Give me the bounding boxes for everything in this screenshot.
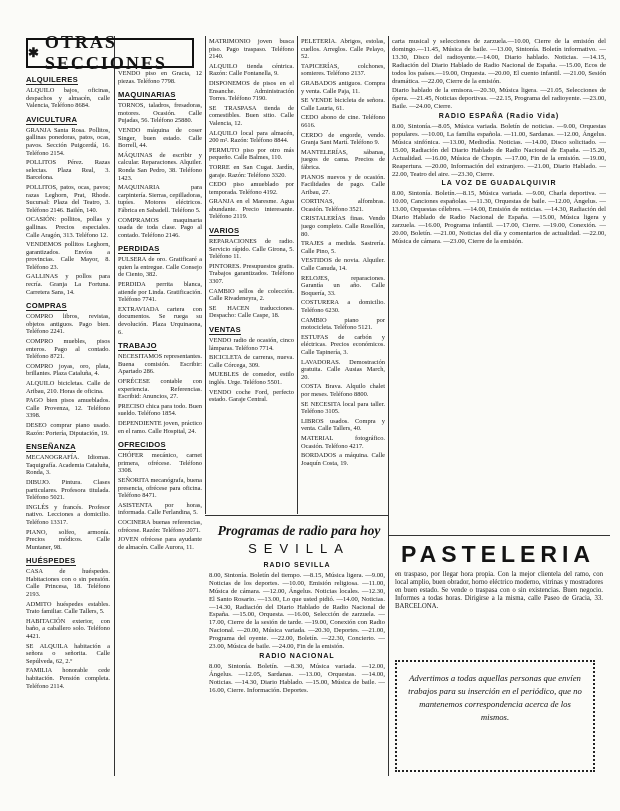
classified-ad: POLLITOS, patos, ocas, pavos; razas Leghorn, Prat, Rhode. Sucursal: Plaza del Teatro, 3. Teléfono 2146. Bailén, 140. [26,183,110,214]
classified-ad: TRAJES a medida. Sastrería. Calle Pino, 5. [301,240,385,255]
classified-ad: TORRE en San Cugat. Jardín, garaje. Razón: Teléfono 3320. [209,163,294,179]
radio-paragraph: 8.00, Sintonía.—8.05, Música variada. Boletín de noticias. —9.00, Orquestas populares. —10.00, La familia española. —11.00, Sardanas. —12.00, Ángelus. Música sinfónica. —13.00, Mediodía. Noticias. —14.00, Disco solicitado. —15.00, Radiación del Diario Hablado de Radio Nacional de España. —15.20, Actualidad. —16.00, Música de Chopin. —17.00, Fin de la emisión. —19.00, Reapertura. —20.00, Información del extranjero. —21.00, Diario Hablado. —22.00, Teatro del aire. —23.30, Cierre. [392,123,606,178]
radio-paragraph: carta musical y selecciones de zarzuela.—10.00, Cierre de la emisión del domingo.—11.45, Música de baile. —13.00, Sintonía. Boletín informativo. —13.30, Disco del radioyente.—14.00, Diario hablado. Noticias. —14.15, Radiación del Diario Hablado de Radio Nacional de España. —15.00, Ecos de todos los países.—19.00, Orquesta. —20.00, El cuento infantil. —21.00, Sesión dramática. —22.00, Cierre de la emisión. [392,38,606,85]
pasteleria-title: PASTELERIA [401,541,595,567]
station-heading: LA VOZ DE GUADALQUIVIR [441,180,557,188]
classified-ad: LAVADORAS. Demostración gratuita. Calle Ausias March, 20. [301,358,385,381]
classified-ad: VENDO coche Ford, perfecto estado. Garaje Central. [209,388,294,404]
pasteleria-paragraph: en traspaso, por llegar hora propia. Con la mejor clientela del ramo, con local amplio, buen obrador, horno eléctrico moderno, vitrinas y mostradores en buen estado. Se vende o traspasa con o sin existencias. Buen negocio. Informes a todas horas. Dirigirse a la misma, calle Paseo de Gracia, 33. BARCELONA. [395,571,603,610]
classified-ad: VENDEMOS pollitos Leghorn, garantizados. Envíos a provincias. Calle Mayor, 8. Teléfono 23. [26,241,110,271]
classified-ad: MATERIAL fotográfico. Ocasión. Teléfono 4217. [301,434,385,450]
classified-ad: MAQUINARIA para carpintería. Sierras, cepilladoras, tupíes. Motores eléctricos. Fábrica en Sabadell. Teléfono 5. [118,184,202,214]
column-rule [297,36,298,514]
classified-ad: REPARACIONES de radio. Servicio rápido. Calle Girona, 5. Teléfono 11. [209,238,294,261]
classified-ad: SE ALQUILA habitación a señora o señorita. Calle Sepúlveda, 62, 2.º [26,642,110,665]
section-heading: AVICULTURA [26,114,78,124]
classified-ad: INGLÉS y francés. Profesor nativo. Lecciones a domicilio. Teléfono 13317. [26,503,110,526]
classified-ad: COMPRO libros, revistas, objetos antiguos. Pago bien. Teléfono 2241. [26,313,110,336]
classified-ad: GRANJA Santa Rosa. Pollitos, gallinas ponedoras, patos, ocas, pavos. Sección Puigcerdá, 16. Teléfono 2154. [26,126,110,157]
section-heading: PERDIDAS [118,244,160,254]
classified-ad: VENDO máquina de coser Singer, buen estado. Calle Borrell, 44. [118,126,202,150]
section-heading: VARIOS [209,226,240,236]
section-heading: ENSEÑANZA [26,442,76,452]
classified-ad: ASISTENTA por horas, informada. Calle Ferlandina, 5. [118,501,202,517]
classified-ad: ALQUILO local para almacén, 200 m². Razón: Teléfono 8844. [209,129,294,145]
classified-ad: OCASIÓN: pollitos, pollas y gallinas. Precios especiales. Calle Aragón, 313. Teléfono 12. [26,216,110,239]
column-rule [114,36,115,776]
section-heading: HUÉSPEDES [26,556,76,566]
classified-ad: COSTURERA a domicilio. Teléfono 6230. [301,299,385,314]
programs-title: Programas de radio para hoy [217,523,381,538]
classified-ad: JOVEN ofrécese para ayudante de almacén. Calle Aurora, 11. [118,536,202,551]
classified-ad: NECESITAMOS representantes. Buena comisión. Escribir: Apartado 286. [118,353,202,376]
classified-ad: PERDIDA perrita blanca, atiende por Linda. Gratificación. Teléfono 7741. [118,281,202,304]
classified-ad: SEÑORITA mecanógrafa, buena presencia, ofrécese para oficina. Teléfono 8471. [118,476,202,500]
classified-ad: DESEO comprar piano usado. Razón: Portería, Diputación, 19. [26,421,110,437]
classified-ad: CRISTALERÍAS finas. Vendo juego completo. Calle Rosellón, 80. [301,215,385,238]
classified-ad: ALQUILO bajos, oficinas, despachos y almacén, calle Valencia, Teléfono 8684. [26,87,110,110]
classified-ad: VENDO piso en Gracia, 12 piezas. Teléfono 7798. [118,70,202,85]
classified-ad: MATRIMONIO joven busca piso. Pago traspaso. Teléfono 2140. [209,38,294,61]
radio-paragraph: 8.00, Sintonía. Boletín.—8.15, Música variada. —9.00, Charla deportiva. —10.00, Canciones españolas. —11.30, Orquestas de baile. —12.00, Ángelus. —13.00, Orquestas célebres. —14.00, Emisión de noticias. —14.30, Radiación del Diario Hablado de Radio Nacional de España. —15.00, Música ligera y zarzuela. —16.00, Programa infantil. —17.00, Cierre. —19.00, Conexión. —20.00, Boletín. —21.00, Noticias del día y comentarios de actualidad. —22.00, Música de cámara. —23.00, Cierre de la emisión. [392,190,606,245]
star-icon: ✱ [28,45,41,60]
classified-ad: SE NECESITA local para taller. Teléfono 3105. [301,400,385,416]
classifieds-column-4 [301,38,385,512]
classified-ad: ADMITO huéspedes estables. Trato familiar. Calle Tallers, 5. [26,600,110,616]
notice-box [395,660,595,772]
notice-text: Advertimos a todas aquellas personas que envíen trabajos para su inserción en el periódico, que no mantenemos correspondencia acerca de los mismos. [408,673,582,722]
classified-ad: SE TRASPASA tienda de comestibles. Buen sitio. Calle Valencia, 12. [209,104,294,127]
classified-ad: VESTIDOS de novia. Alquiler. Calle Canuda, 14. [301,257,385,273]
classified-ad: BORDADOS a máquina. Calle Joaquín Costa, 19. [301,452,385,467]
classified-ad: MÁQUINAS de escribir y calcular. Reparaciones. Alquiler. Ronda San Pedro, 38. Teléfono 1423. [118,151,202,182]
classified-ad: GRABADOS antiguos. Compra y venta. Calle Paja, 11. [301,79,385,95]
classified-ad: COMPRO muebles, pisos enteros. Pago al contado. Teléfono 8721. [26,338,110,361]
classified-ad: CASA de huéspedes. Habitaciones con o sin pensión. Calle Princesa, 18. Teléfono 2193. [26,568,110,599]
classified-ad: COSTA Brava. Alquilo chalet por meses. Teléfono 8800. [301,383,385,398]
classified-ad: PELETERÍA. Abrigos, estolas, cuellos. Arreglos. Calle Pelayo, 52. [301,38,385,61]
classified-ad: OFRÉCESE contable con experiencia. Referencias. Escribid: Anuncios, 27. [118,378,202,401]
classified-ad: SE VENDE bicicleta de señora. Calle Lauria, 61. [301,97,385,112]
section-heading: VENTAS [209,325,242,334]
classified-ad: MECANOGRAFÍA. Idiomas. Taquigrafía. Academia Cataluña, Ronda, 3. [26,454,110,477]
classified-ad: CHÓFER mecánico, carnet primera, ofrécese. Teléfono 3308. [118,452,202,475]
classified-ad: RELOJES, reparaciones. Garantía un año. Calle Boquería, 33. [301,274,385,297]
station-heading: RADIO ESPAÑA (Radio Vida) [438,113,560,121]
classified-ad: TORNOS, taladros, fresadoras, motores. Ocasión. Calle Pujadas, 56. Teléfono 25880. [118,102,202,125]
classifieds-column-1 [26,72,110,780]
classified-ad: DIBUJO. Pintura. Clases particulares. Profesora titulada. Teléfono 5021. [26,478,110,502]
program-paragraph: 8.00, Sintonía. Boletín. —8.30, Música variada. —12.00, Ángelus. —12.05, Sardanas. —13.00, Orquestas. —14.00, Noticias. —14.30, Diario Hablado. —15.00, Música de baile. —16.00, Cierre. Información. Deportes. [209,662,385,694]
classified-ad: DISPONEMOS de pisos en el Ensanche. Administración Torres. Teléfono 7190. [209,79,294,103]
classified-ad: PIANOS nuevos y de ocasión. Facilidades de pago. Calle Aribau, 27. [301,173,385,196]
section-heading: COMPRAS [26,301,67,311]
section-heading: MAQUINARIAS [118,90,176,100]
classified-ad: COCINERA buenas referencias, ofrécese. Razón: Teléfono 2071. [118,518,202,534]
station-heading: RADIO SEVILLA [263,562,331,569]
classified-ad: CEDO piso amueblado por temporada. Teléfono 4192. [209,181,294,196]
section-rule [205,515,388,516]
classified-ad: MUEBLES de comedor, estilo inglés. Urge. Teléfono 5501. [209,371,294,386]
programs-city: SEVILLA [248,541,350,556]
classified-ad: PAGO bien pisos amueblados. Calle Provenza, 12. Teléfono 3398. [26,397,110,420]
classified-ad: SE HACEN traducciones. Despacho: Calle Caspe, 18. [209,304,294,320]
classified-ad: PULSERA de oro. Gratificaré a quien la entregue. Calle Consejo de Ciento, 382. [118,256,202,279]
classified-ad: GALLINAS y pollos para recría. Granja La Fortuna. Carretera Sans, 14. [26,273,110,296]
classified-ad: CERDO de engorde, vendo. Granja Sant Martí. Teléfono 9. [301,131,385,147]
classified-ad: BICICLETA de carreras, nueva. Calle Córcega, 309. [209,354,294,369]
classified-ad: PIANO, solfeo, armonía. Precios módicos. Calle Muntaner, 98. [26,528,110,551]
classified-ad: CORTINAS, alfombras. Ocasión. Teléfono 3521. [301,198,385,213]
classified-ad: VENDO radio de ocasión, cinco lámparas. Teléfono 7714. [209,337,294,352]
classified-ad: HABITACIÓN exterior, con baño, a caballero solo. Teléfono 4421. [26,617,110,641]
programs-body [209,560,385,782]
classified-ad: LIBROS usados. Compra y venta. Calle Tallers, 40. [301,417,385,433]
classified-ad: EXTRAVIADA cartera con documentos. Se ruega su devolución. Plaza Urquinaona, 6. [118,305,202,336]
section-rule [388,535,610,536]
classified-ad: POLLITOS Pérez. Razas selectas. Plaza Real, 3. Barcelona. [26,159,110,182]
classified-ad: PERMUTO piso por otro más pequeño. Calle Balmes, 110. [209,146,294,162]
classified-ad: ALQUILO bicicletas. Calle de Aribau, 210. Horas de oficina. [26,380,110,395]
classified-ad: GRANJA en el Maresme. Agua abundante. Precio interesante. Teléfono 2119. [209,198,294,221]
classified-ad: CAMBIO sellos de colección. Calle Rivadeneyra, 2. [209,287,294,303]
column-rule [388,36,389,776]
classified-ad: PINTORES. Presupuestos gratis. Trabajos garantizados. Teléfono 3307. [209,262,294,286]
classified-ad: PRECISO chica para todo. Buen sueldo. Teléfono 1854. [118,402,202,418]
section-heading: ALQUILERES [26,75,78,84]
classified-ad: TAPICERÍAS, colchones, somieres. Teléfono 2137. [301,62,385,78]
station-heading: RADIO NACIONAL [259,652,335,660]
section-heading: OFRECIDOS [118,440,166,450]
pasteleria-body [395,571,603,653]
radio-paragraph: Diario hablado de la emisora.—20.30, Música ligera. —21.05, Selecciones de ópera. —21.45, Noticias deportivas. —22.15, Programa del radioyente. —23.00, Baile. —24.00, Cierre. [392,87,606,111]
classified-ad: COMPRAMOS maquinaria usada de toda clase. Pago al contado. Teléfono 2146. [118,216,202,239]
classified-ad: ALQUILO tienda céntrica. Razón: Calle Fontanella, 9. [209,62,294,78]
classified-ad: CEDO abono de cine. Teléfono 6616. [301,114,385,129]
section-heading: TRABAJO [118,341,157,351]
program-paragraph: 8.00, Sintonía. Boletín del tiempo. —8.15, Música ligera. —9.00, Noticias de los deportes. —10.00, Emisión religiosa. —11.00, Música de cámara. —12.00, Ángelus. Noticias locales. —12.30, El Santo Rosario. —13.00, Lo que usted pidió. —14.00, Noticias. —14.30, Radiación del Diario Hablado de Radio Nacional de España. —15.00, Orquesta. —16.00, Selección de zarzuela. —17.00, Cierre de la sesión de tarde. —19.00, Conexión con Radio Nacional. —20.00, Música variada. —20.30, Deportes. —21.00, Programa del oyente. —22.00, Boletín. —22.30, Concierto. —23.00, Música de baile. —24.00, Fin de la emisión. [209,571,385,651]
classified-ad: MANTELERÍAS, sábanas, juegos de cama. Precios de fábrica. [301,148,385,171]
column-rule [205,36,206,514]
classifieds-column-3 [209,38,294,512]
classifieds-column-2 [118,70,202,780]
radio-column [392,38,606,532]
classified-ad: DEPENDIENTE joven, práctico en el ramo. Calle Hospital, 24. [118,419,202,435]
classified-ad: COMPRO joyas, oro, plata, brillantes. Plaza Cataluña, 4. [26,362,110,378]
masthead-title: OTRAS SECCIONES [44,32,167,73]
classified-ad: CAMBIO piano por motocicleta. Teléfono 5121. [301,316,385,332]
section-masthead [26,32,194,73]
classified-ad: FAMILIA honorable cede habitación. Pensión completa. Teléfono 2114. [26,667,110,690]
classified-ad: ESTUFAS de carbón y eléctricas. Precios económicos. Calle Tapinería, 3. [301,333,385,356]
